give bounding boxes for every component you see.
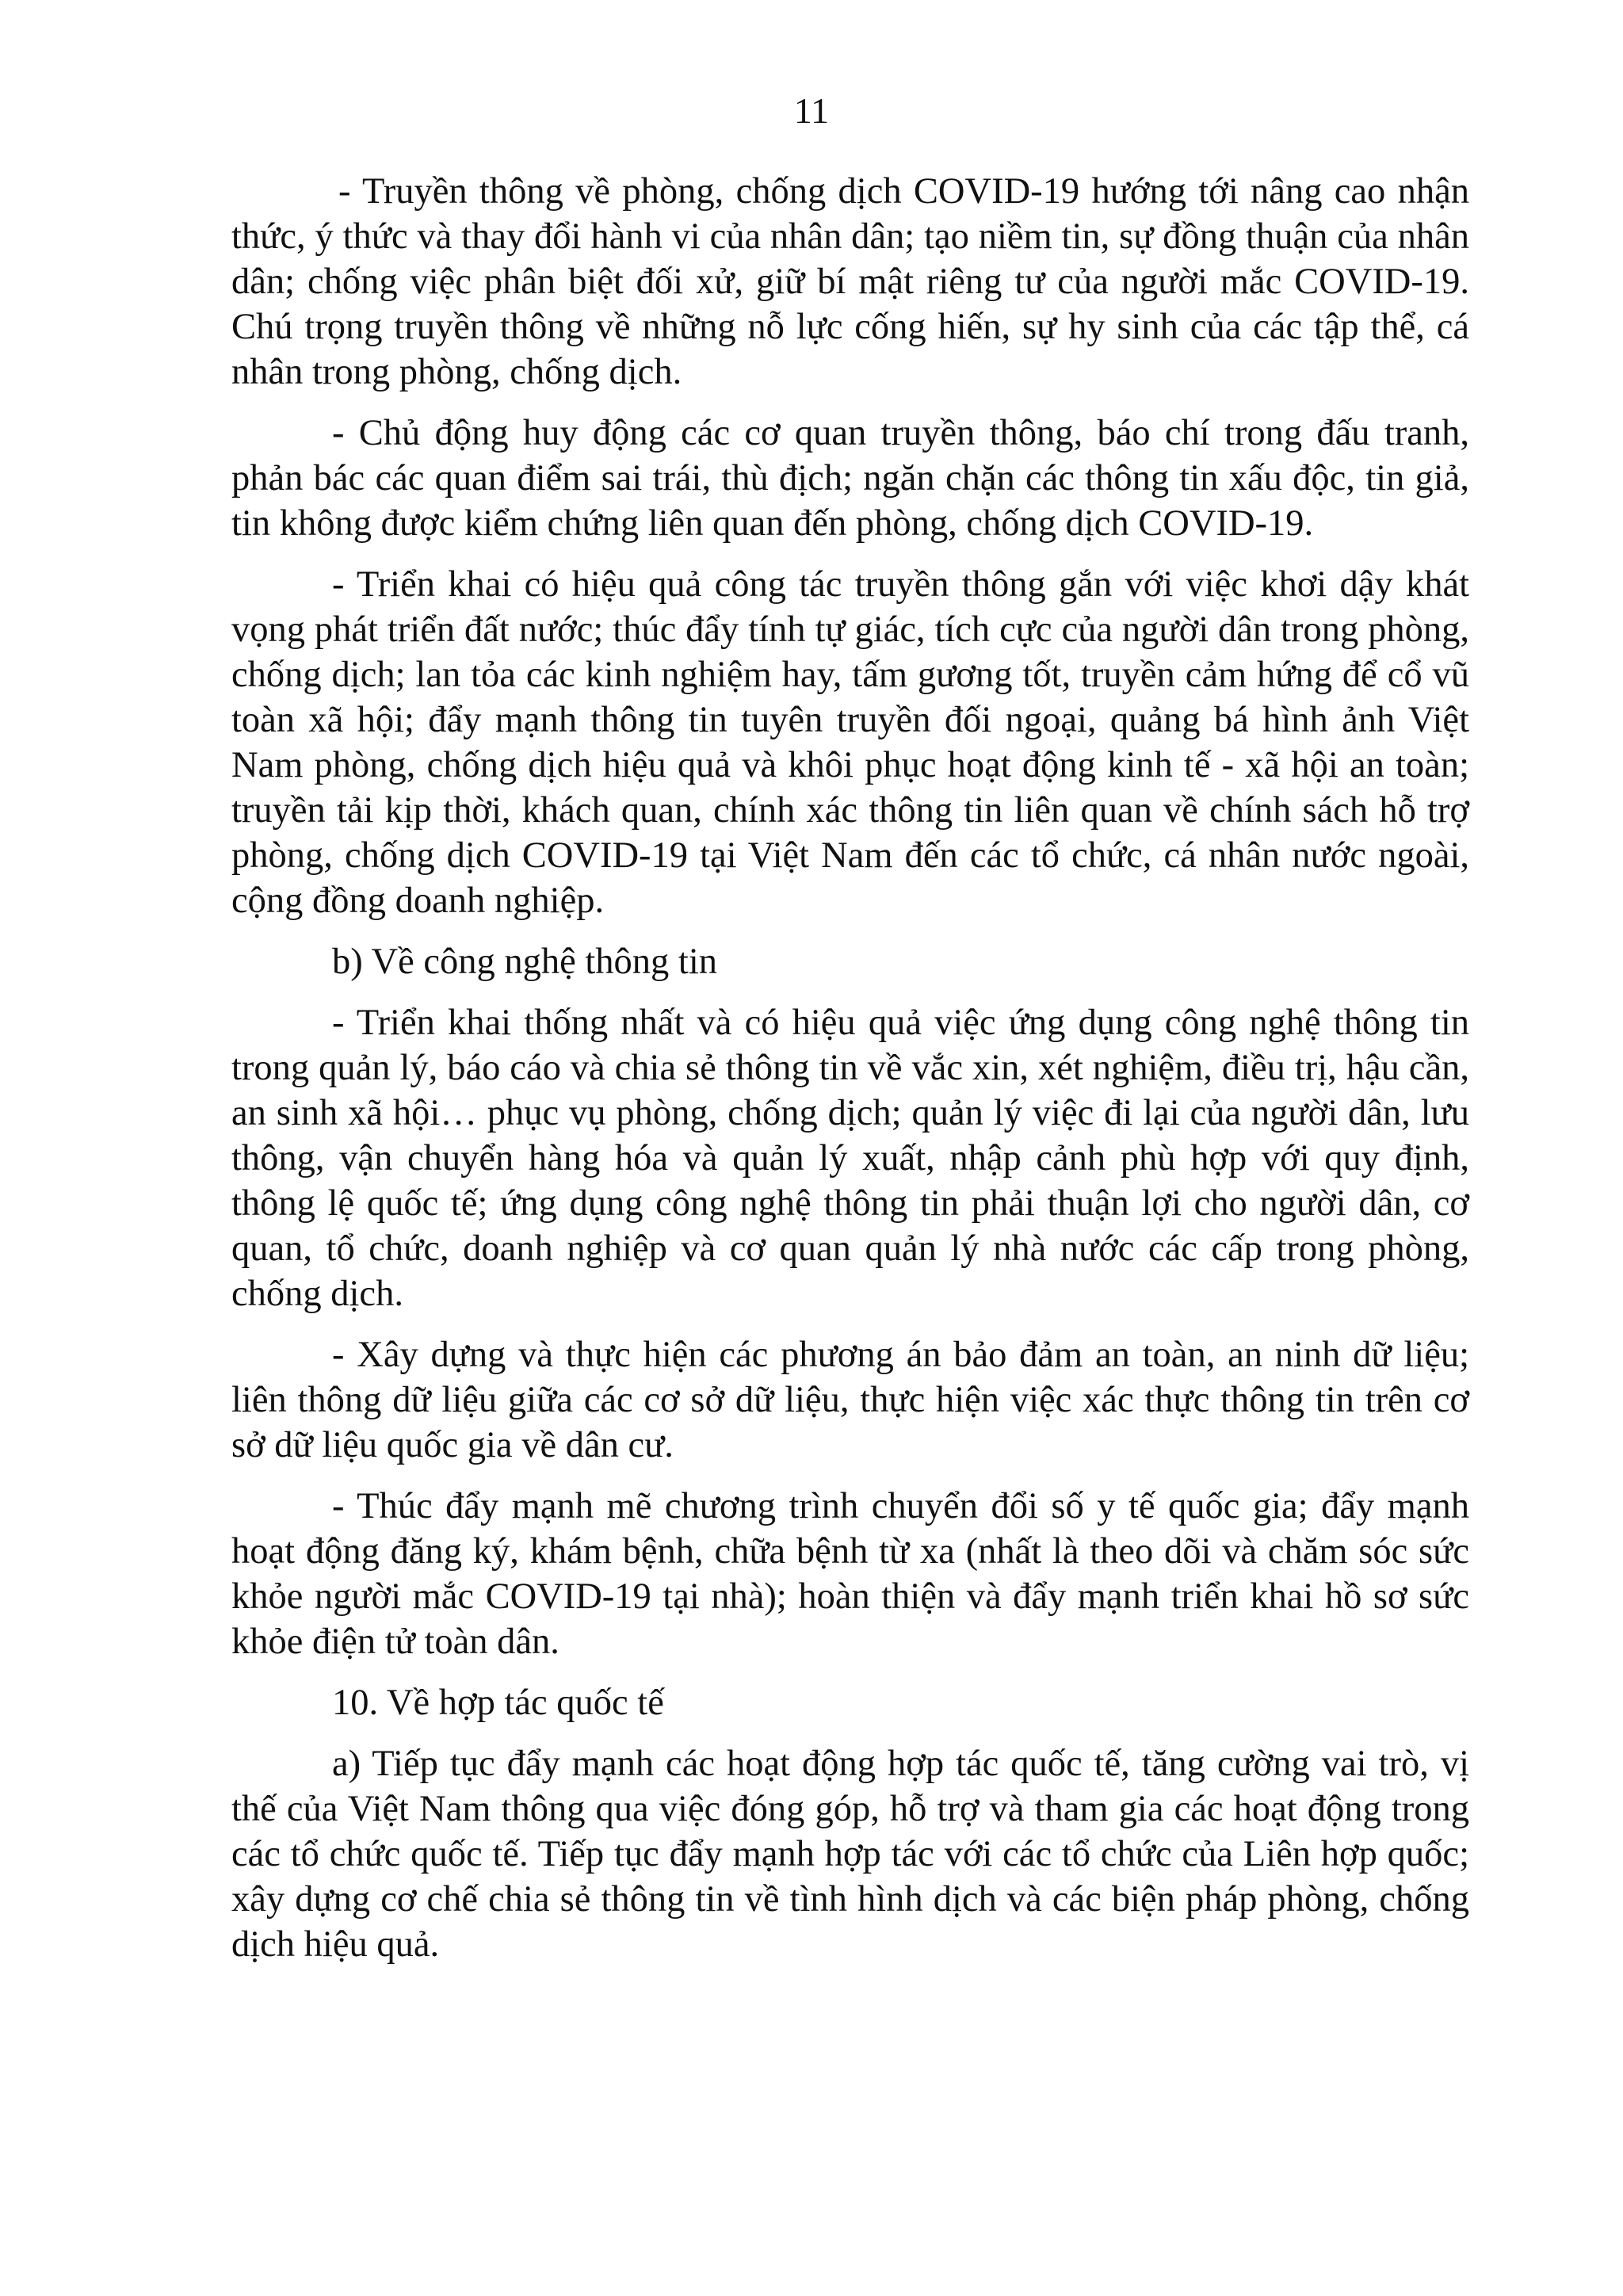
paragraph-communication-awareness: - Truyền thông về phòng, chống dịch COVID-19 hướng tới nâng cao nhận thức, ý thức và thay đổi hành vi của nhân dân; tạo niềm tin, sự đồng thuận của nhân dân; chống việc phân biệt đối xử, giữ bí mật riêng tư của người mắc COVID-19. Chú trọng truyền thông về những nỗ lực cống hiến, sự hy sinh của các tập thể, cá nhân trong phòng, chống dịch.: [231, 171, 1469, 392]
paragraph-mobilize-press: - Chủ động huy động các cơ quan truyền thông, báo chí trong đấu tranh, phản bác các quan điểm sai trái, thù địch; ngăn chặn các thông tin xấu độc, tin giả, tin không được kiểm chứng liên quan đến phòng, chống dịch COVID-19.: [231, 413, 1469, 544]
paragraph-communication-aspiration: - Triển khai có hiệu quả công tác truyền thông gắn với việc khơi dậy khát vọng phát triển đất nước; thúc đẩy tính tự giác, tích cực của người dân trong phòng, chống dịch; lan tỏa các kinh nghiệm hay, tấm gương tốt, truyền cảm hứng để cổ vũ toàn xã hội; đẩy mạnh thông tin tuyên truyền đối ngoại, quảng bá hình ảnh Việt Nam phòng, chống dịch hiệu quả và khôi phục hoạt động kinh tế - xã hội an toàn; truyền tải kịp thời, khách quan, chính xác thông tin liên quan về chính sách hỗ trợ phòng, chống dịch COVID-19 tại Việt Nam đến các tổ chức, cá nhân nước ngoài, cộng đồng doanh nghiệp.: [231, 564, 1469, 921]
section-heading-information-technology: b) Về công nghệ thông tin: [332, 942, 718, 982]
paragraph-international-cooperation: a) Tiếp tục đẩy mạnh các hoạt động hợp tác quốc tế, tăng cường vai trò, vị thế của Việt Nam thông qua việc đóng góp, hỗ trợ và tham gia các hoạt động trong các tổ chức quốc tế. Tiếp tục đẩy mạnh hợp tác với các tổ chức của Liên hợp quốc; xây dựng cơ chế chia sẻ thông tin về tình hình dịch và các biện pháp phòng, chống dịch hiệu quả.: [231, 1744, 1469, 1965]
page-number: 11: [793, 90, 830, 131]
paragraph-digital-health: - Thúc đẩy mạnh mẽ chương trình chuyển đổi số y tế quốc gia; đẩy mạnh hoạt động đăng ký, khám bệnh, chữa bệnh từ xa (nhất là theo dõi và chăm sóc sức khỏe người mắc COVID-19 tại nhà); hoàn thiện và đẩy mạnh triển khai hồ sơ sức khỏe điện tử toàn dân.: [231, 1486, 1469, 1662]
paragraph-data-security: - Xây dựng và thực hiện các phương án bảo đảm an toàn, an ninh dữ liệu; liên thông dữ liệu giữa các cơ sở dữ liệu, thực hiện việc xác thực thông tin trên cơ sở dữ liệu quốc gia về dân cư.: [231, 1335, 1469, 1465]
document-body: [231, 169, 1469, 1983]
paragraph-it-application: - Triển khai thống nhất và có hiệu quả việc ứng dụng công nghệ thông tin trong quản lý, báo cáo và chia sẻ thông tin về vắc xin, xét nghiệm, điều trị, hậu cần, an sinh xã hội… phục vụ phòng, chống dịch; quản lý việc đi lại của người dân, lưu thông, vận chuyển hàng hóa và quản lý xuất, nhập cảnh phù hợp với quy định, thông lệ quốc tế; ứng dụng công nghệ thông tin phải thuận lợi cho người dân, cơ quan, tổ chức, doanh nghiệp và cơ quan quản lý nhà nước các cấp trong phòng, chống dịch.: [231, 1003, 1469, 1314]
section-heading-international-cooperation: 10. Về hợp tác quốc tế: [332, 1683, 664, 1723]
